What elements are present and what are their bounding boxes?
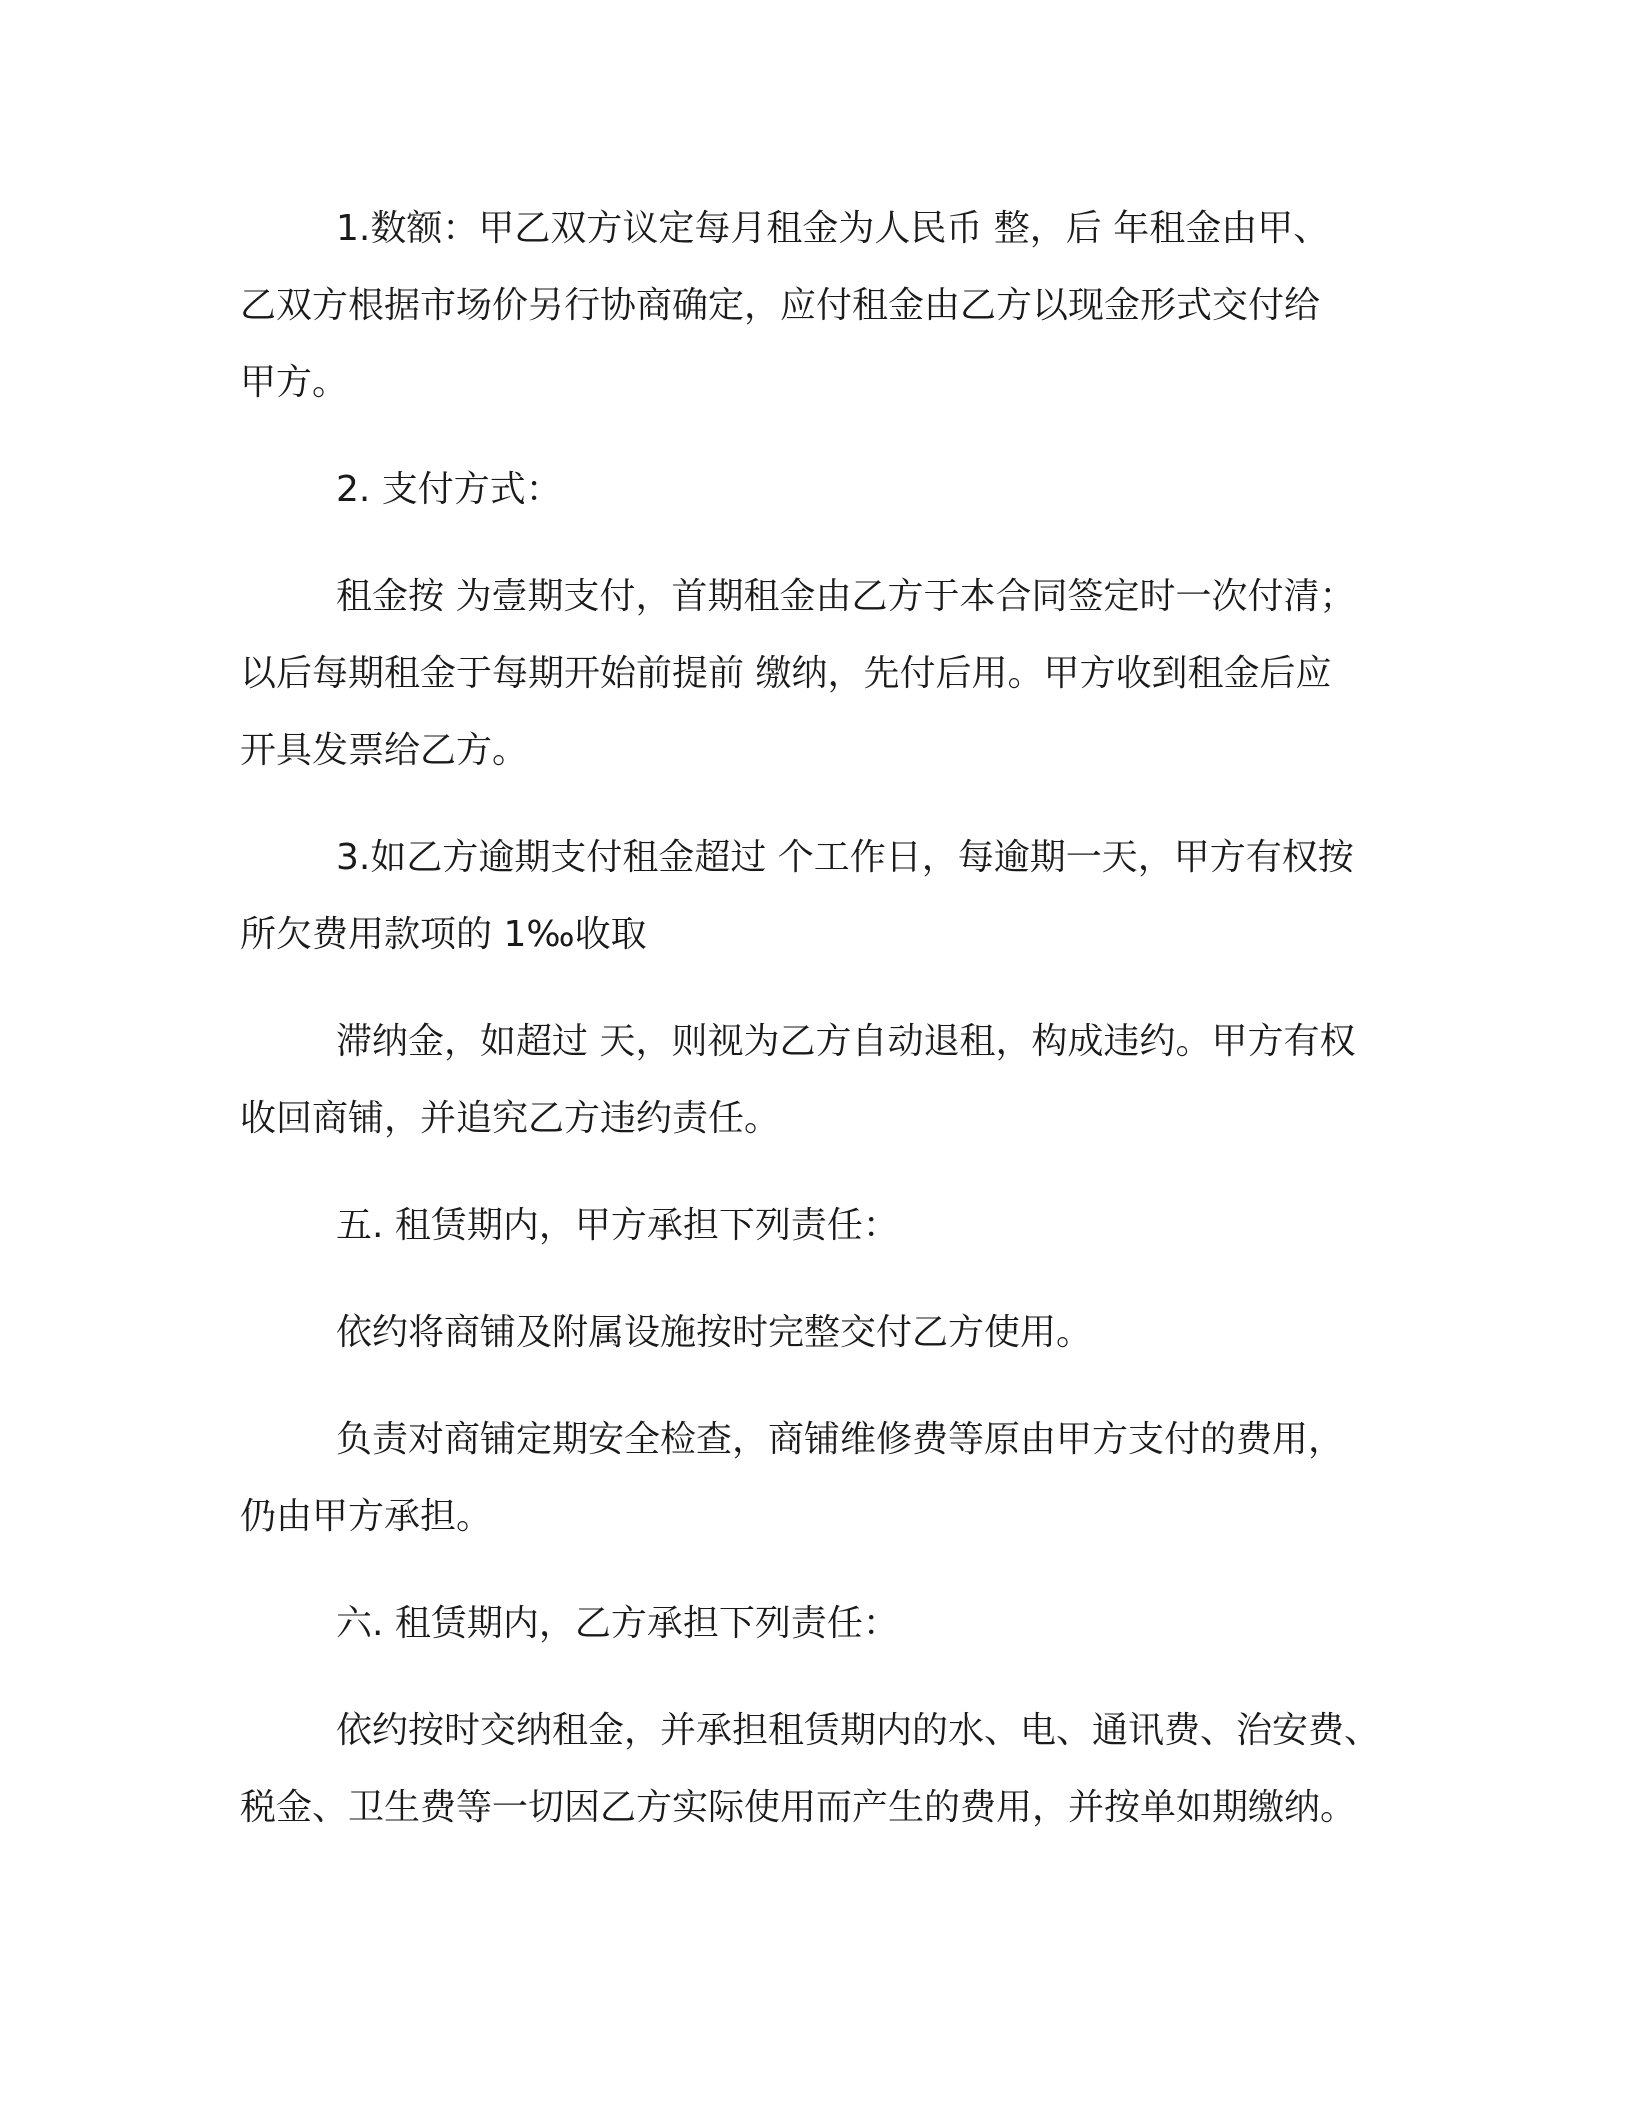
text-line: 以后每期租金于每期开始前提前 缴纳，先付后用。甲方收到租金后应: [240, 653, 1332, 694]
paragraph-party-b-fees: [240, 1692, 1400, 1846]
section-heading-party-b: [240, 1585, 1400, 1662]
paragraph-rent-amount: [240, 190, 1400, 421]
text-line: 所欠费用款项的 1‰收取: [240, 914, 647, 955]
text-line: 五. 租赁期内，甲方承担下列责任：: [336, 1205, 899, 1246]
text-line: 仍由甲方承担。: [240, 1496, 493, 1537]
text-line: 开具发票给乙方。: [240, 730, 529, 771]
section-heading-party-a: [240, 1187, 1400, 1264]
text-line: 乙双方根据市场价另行协商确定，应付租金由乙方以现金形式交付给: [240, 285, 1321, 326]
text-line: 甲方。: [240, 362, 349, 403]
paragraph-party-a-inspection: [240, 1401, 1400, 1555]
paragraph-party-a-delivery: [240, 1294, 1400, 1371]
text-line: 六. 租赁期内，乙方承担下列责任：: [336, 1603, 899, 1644]
text-line: 2. 支付方式：: [336, 469, 562, 510]
text-line: 收回商铺，并追究乙方违约责任。: [240, 1098, 781, 1139]
paragraph-late-fee: [240, 1003, 1400, 1157]
document-body: [240, 190, 1400, 1876]
text-line: 租金按 为壹期支付，首期租金由乙方于本合同签定时一次付清；: [336, 576, 1356, 617]
paragraph-payment-method-heading: [240, 451, 1400, 528]
paragraph-late-payment: [240, 819, 1400, 973]
text-line: 依约将商铺及附属设施按时完整交付乙方使用。: [336, 1312, 1093, 1353]
text-line: 税金、卫生费等一切因乙方实际使用而产生的费用，并按单如期缴纳。: [240, 1787, 1357, 1828]
text-line: 3.如乙方逾期支付租金超过 个工作日，每逾期一天，甲方有权按: [336, 837, 1354, 878]
text-line: 依约按时交纳租金，并承担租赁期内的水、电、通讯费、治安费、: [336, 1710, 1381, 1751]
text-line: 1.数额：甲乙双方议定每月租金为人民币 整，后 年租金由甲、: [336, 208, 1330, 249]
paragraph-payment-method: [240, 558, 1400, 789]
text-line: 滞纳金，如超过 天，则视为乙方自动退租，构成违约。甲方有权: [336, 1021, 1356, 1062]
text-line: 负责对商铺定期安全检查，商铺维修费等原由甲方支付的费用，: [336, 1419, 1345, 1460]
